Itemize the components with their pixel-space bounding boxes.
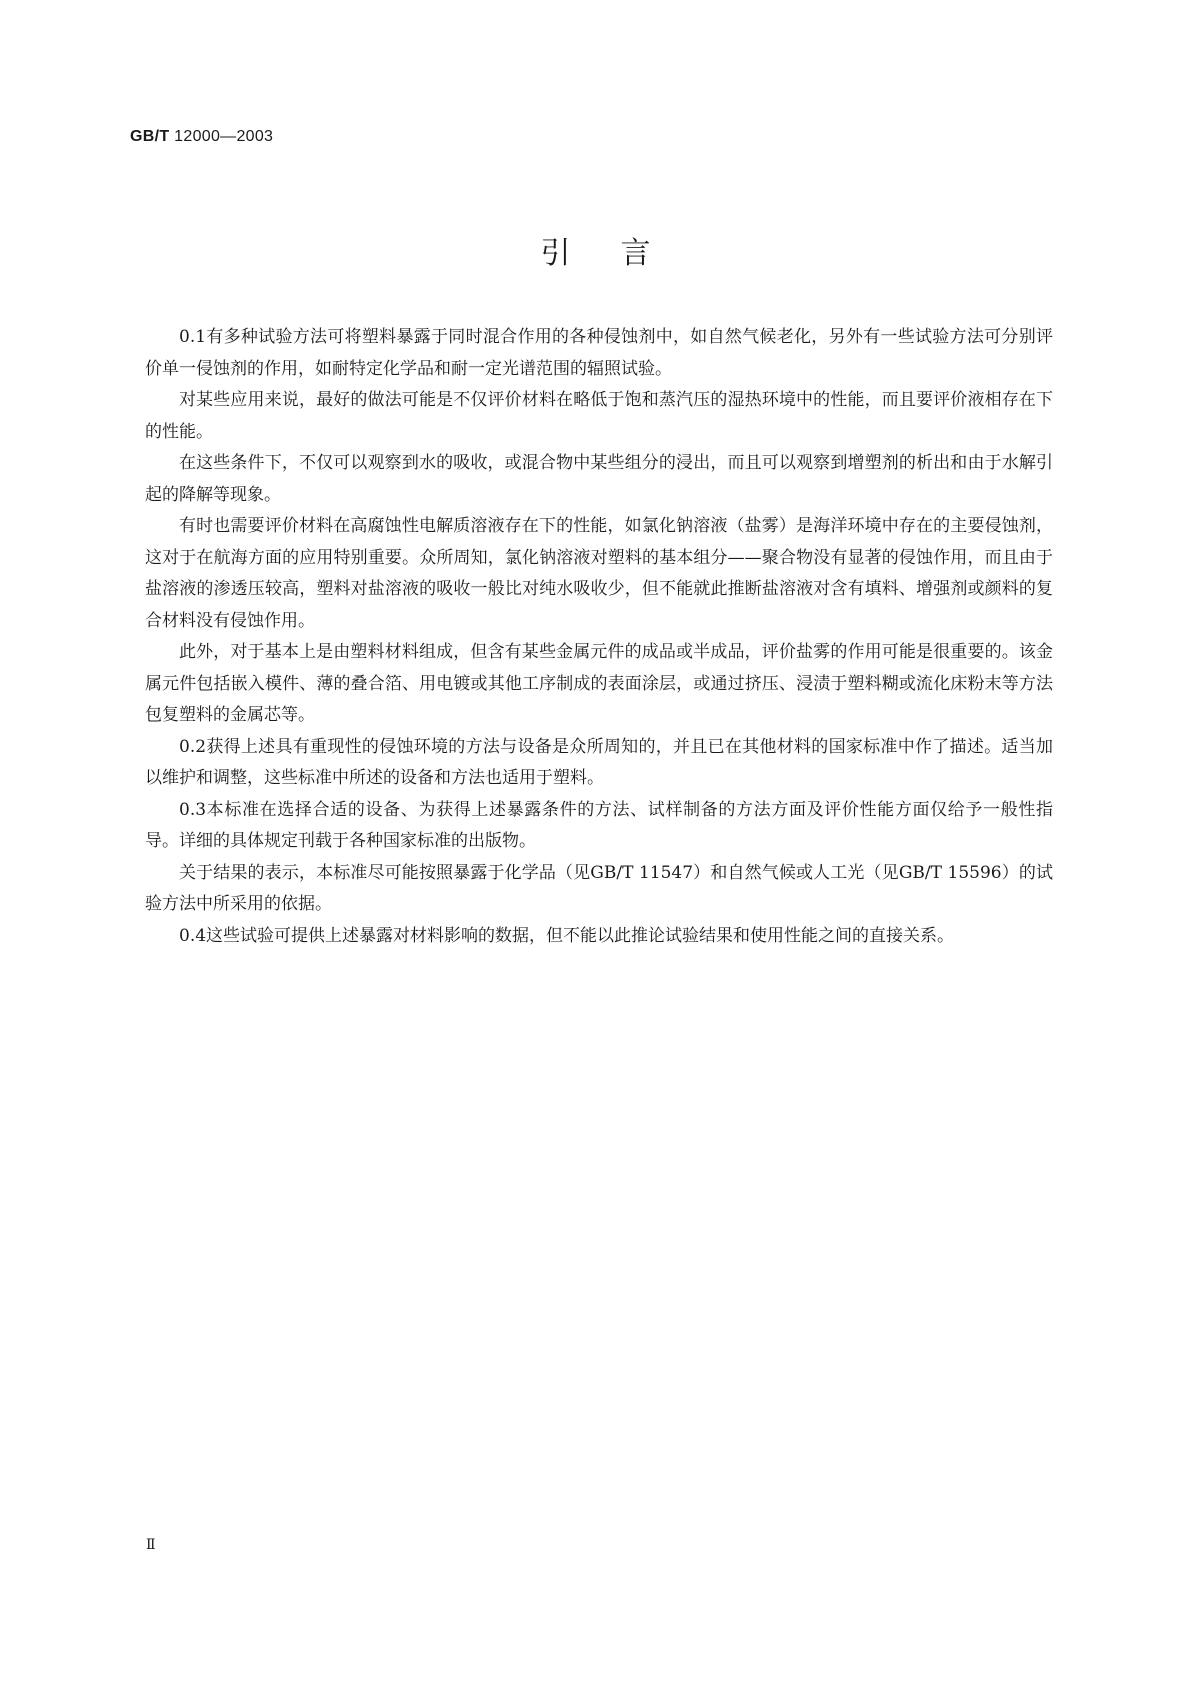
paragraph-0-4: 0.4这些试验可提供上述暴露对材料影响的数据，但不能以此推论试验结果和使用性能之间的直接关系。 <box>179 925 955 946</box>
paragraph-salt-spray: 有时也需要评价材料在高腐蚀性电解质溶液存在下的性能，如氯化钠溶液（盐雾）是海洋环境中存在的主要侵蚀剂，这对于在航海方面的应用特别重要。众所周知，氯化钠溶液对塑料的基本组分——聚合物没有显著的侵蚀作用，而且由于盐溶液的渗透压较高，塑料对盐溶液的吸收一般比对纯水吸收少，但不能就此推断盐溶液对含有填料、增强剂或颜料的复合材料没有侵蚀作用。 <box>145 516 1053 631</box>
standard-number: 12000—2003 <box>174 128 274 145</box>
page-number: Ⅱ <box>146 1537 156 1553</box>
paragraph-application: 对某些应用来说，最好的做法可能是不仅评价材料在略低于饱和蒸汽压的湿热环境中的性能，而且要评价液相存在下的性能。 <box>145 390 1053 442</box>
standard-code <box>130 128 273 146</box>
paragraph-results: 关于结果的表示，本标准尽可能按照暴露于化学品（见GB/T 11547）和自然气候或人工光（见GB/T 15596）的试验方法中所采用的依据。 <box>145 862 1053 914</box>
paragraph-metal-parts: 此外，对于基本上是由塑料材料组成，但含有某些金属元件的成品或半成品，评价盐雾的作用可能是很重要的。该金属元件包括嵌入模件、薄的叠合箔、用电镀或其他工序制成的表面涂层，或通过挤压、浸渍于塑料糊或流化床粉末等方法包复塑料的金属芯等。 <box>145 642 1053 725</box>
body-text <box>145 322 1053 952</box>
paragraph-0-1: 0.1有多种试验方法可将塑料暴露于同时混合作用的各种侵蚀剂中，如自然气候老化，另外有一些试验方法可分别评价单一侵蚀剂的作用，如耐特定化学品和耐一定光谱范围的辐照试验。 <box>145 327 1053 379</box>
standard-prefix: GB/T <box>130 128 170 145</box>
paragraph-conditions: 在这些条件下，不仅可以观察到水的吸收，或混合物中某些组分的浸出，而且可以观察到增塑剂的析出和由于水解引起的降解等现象。 <box>145 453 1053 505</box>
paragraph-0-3: 0.3本标准在选择合适的设备、为获得上述暴露条件的方法、试样制备的方法方面及评价性能方面仅给予一般性指导。详细的具体规定刊载于各种国家标准的出版物。 <box>145 799 1053 851</box>
page-title: 引言 <box>540 236 701 271</box>
paragraph-0-2: 0.2获得上述具有重现性的侵蚀环境的方法与设备是众所周知的，并且已在其他材料的国家标准中作了描述。适当加以维护和调整，这些标准中所述的设备和方法也适用于塑料。 <box>145 736 1053 788</box>
